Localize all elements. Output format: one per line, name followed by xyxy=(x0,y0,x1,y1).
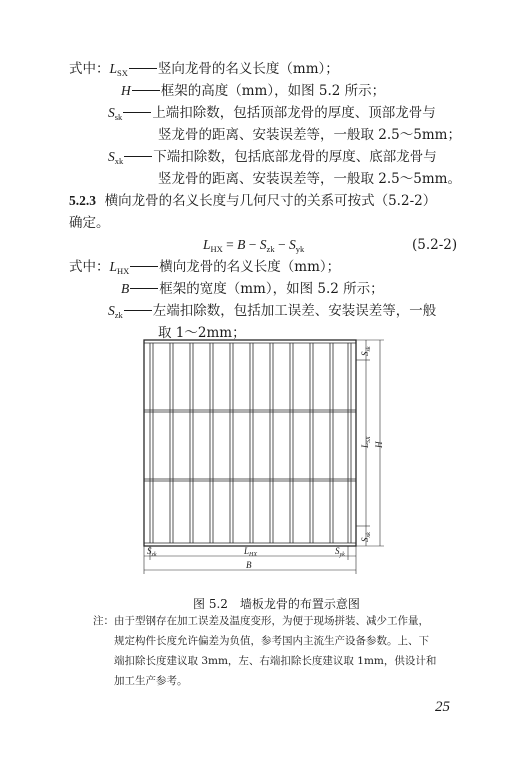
formula-equals: = xyxy=(222,237,238,252)
note-line-1: 注：由于型钢存在加工误差及温度变形，为便于现场拼装、减少工作量， xyxy=(93,615,429,627)
note-line-4: 加工生产参考。 xyxy=(114,675,188,687)
sxk-definition xyxy=(108,148,437,170)
formula-number: (5.2-2) xyxy=(412,237,458,253)
formula-lhs: L xyxy=(203,237,211,252)
formula-b: B xyxy=(237,237,246,252)
em-dash xyxy=(129,68,157,69)
ssk-description-1: 上端扣除数，包括顶部龙骨的厚度、顶部龙骨与 xyxy=(152,105,436,121)
szk-description-1: 左端扣除数，包括加工误差、安装误差等，一般 xyxy=(152,303,437,319)
em-dash xyxy=(130,266,158,267)
formula-lhs-sub: HX xyxy=(210,244,223,254)
b-definition xyxy=(121,280,384,298)
em-dash xyxy=(132,90,160,91)
ssk-definition-cont xyxy=(158,126,461,144)
lsx-description: 竖向龙骨的名义长度（mm）； xyxy=(157,61,339,77)
lhx-definition xyxy=(69,258,340,280)
definition-intro: 式中： xyxy=(69,259,110,275)
szk-symbol: S xyxy=(108,303,115,318)
sxk-symbol: S xyxy=(108,149,115,164)
lsx-subscript: SX xyxy=(117,68,128,78)
em-dash xyxy=(130,288,158,289)
b-symbol: B xyxy=(121,281,130,296)
definition-intro: 式中： xyxy=(69,61,110,77)
clause-text-1: 横向龙骨的名义长度与几何尺寸的关系可按式（5.2-2） xyxy=(104,193,437,209)
figure-caption: 图 5.2 墙板龙骨的布置示意图 xyxy=(193,597,360,611)
h-definition xyxy=(121,82,385,100)
label-szk: $S_{zk}$ xyxy=(147,546,157,558)
label-syk: $S_{yk}$ xyxy=(335,546,345,558)
formula-s2: S xyxy=(288,237,296,252)
label-lsx: $L_{SX}$ xyxy=(360,436,372,448)
page-number: 25 xyxy=(435,699,450,715)
em-dash xyxy=(124,156,152,157)
formula-s1-sub: zk xyxy=(266,244,275,254)
sxk-description-2: 竖龙骨的距离、安装误差等，一般取 2.5～5mm。 xyxy=(158,171,461,187)
vertical-studs xyxy=(150,343,351,543)
formula-minus-1: − xyxy=(245,237,260,252)
b-description: 框架的宽度（mm），如图 5.2 所示； xyxy=(159,281,384,297)
lsx-definition xyxy=(69,60,339,82)
clause-text-2: 确定。 xyxy=(69,215,110,231)
szk-description-2: 取 1～2mm； xyxy=(158,325,246,341)
sxk-definition-cont xyxy=(158,170,461,188)
wall-stud-layout-figure xyxy=(130,330,390,580)
em-dash xyxy=(124,310,152,311)
szk-definition xyxy=(108,302,436,324)
label-ssk: $S_{sk}$ xyxy=(360,346,372,356)
label-sxk: $S_{xk}$ xyxy=(360,532,372,542)
clause-number: 5.2.3 xyxy=(69,193,96,208)
label-lhx: $L_{HX}$ xyxy=(244,546,258,558)
clause-5-2-3 xyxy=(69,192,436,210)
label-h: H xyxy=(374,441,384,448)
label-b: B xyxy=(246,560,252,570)
formula-s1: S xyxy=(259,237,267,252)
sxk-description-1: 下端扣除数，包括底部龙骨的厚度、底部龙骨与 xyxy=(153,149,437,165)
ssk-definition xyxy=(108,104,436,126)
lsx-symbol: L xyxy=(109,61,118,76)
formula-minus-2: − xyxy=(274,237,289,252)
lhx-subscript: HX xyxy=(117,266,130,276)
clause-5-2-3-cont xyxy=(69,214,110,232)
note-line-2: 规定构件长度允许偏差为负值，参考国内主流生产设备参数。上、下 xyxy=(114,635,429,647)
ssk-description-2: 竖龙骨的距离、安装误差等，一般取 2.5～5mm； xyxy=(158,127,461,143)
lhx-symbol: L xyxy=(109,259,118,274)
formula-s2-sub: yk xyxy=(295,244,305,254)
formula-5-2-2 xyxy=(203,236,304,258)
lhx-description: 横向龙骨的名义长度（mm）； xyxy=(159,259,341,275)
ssk-symbol: S xyxy=(108,105,115,120)
em-dash xyxy=(123,112,151,113)
sxk-subscript: xk xyxy=(114,156,124,166)
note-line-3: 端扣除长度建议取 3mm，左、右端扣除长度建议取 1mm，供设计和 xyxy=(114,655,437,667)
h-symbol: H xyxy=(121,83,131,98)
szk-subscript: zk xyxy=(114,310,123,320)
ssk-subscript: sk xyxy=(114,112,123,122)
h-description: 框架的高度（mm），如图 5.2 所示； xyxy=(160,83,386,99)
